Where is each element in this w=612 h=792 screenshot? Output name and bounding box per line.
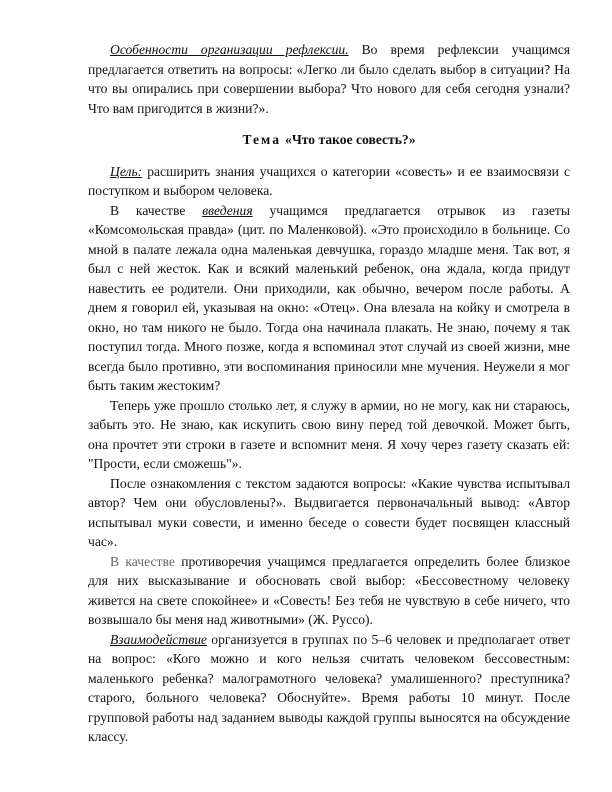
reflection-label: Особенности организации рефлексии. [110, 42, 349, 57]
introduction-lead: В качестве [110, 202, 203, 218]
contradiction-text: противоречия учащимся предлагается определить более близкое для них высказывание и обосновать свой выбор: «Бессовестному человеку живется на свете спокойнее» и «Совесть! Без тебя не чувствую в себе ничего, что возвышало бы меня над животными» (Ж. Руссо). [88, 553, 570, 627]
topic-heading-text: «Что такое совесть?» [285, 132, 416, 147]
goal-paragraph [88, 162, 570, 201]
document-page [88, 40, 570, 747]
introduction-term: введения [202, 202, 253, 218]
contradiction-lead: В качестве [110, 553, 175, 569]
questions-paragraph: После ознакомления с текстом задаются вопросы: «Какие чувства испытывал автор? Чем они обусловлены?». Выдвигается первоначальный вывод: «Автор испытывал муки совести, и именно беседе о совести будет посвящен классный час». [88, 475, 570, 549]
topic-heading [88, 130, 570, 150]
reflection-paragraph [88, 40, 570, 118]
introduction-paragraph [88, 201, 570, 396]
interaction-text: организуется в группах по 5–6 человек и предполагает ответ на вопрос: «Кого можно и кого нельзя считать человеком бессовестным: маленького ребенка? малограмотного человека? умалишенного? преступника? старого, больного человека? Обоснуйте». Время работы 10 минут. После групповой работы над заданием выводы каждой группы выносятся на обсуждение классу. [88, 631, 570, 744]
goal-text: расширить знания учащихся о категории «совесть» и ее взаимосвязи с поступком и выбором человека. [88, 163, 570, 198]
goal-label: Цель: [110, 163, 143, 179]
interaction-paragraph [88, 630, 570, 747]
letter-continuation-paragraph: Теперь уже прошло столько лет, я служу в армии, но не могу, как ни стараюсь, забыть это. Не знаю, как искупить свою вину перед той девочкой. Может быть, она прочтет эти строки в газете и вспомнит меня. Я хочу через газету сказать ей: "Прости, если сможешь"». [88, 397, 570, 471]
interaction-term: Взаимодействие [110, 631, 207, 647]
reflection-text: Во время рефлексии учащимся предлагается ответить на вопросы: «Легко ли было сделать выбор в ситуации? На что вы опирались при совершении выбора? Что нового для себя сегодня узнали? Что вам пригодится в жизни?». [88, 42, 570, 116]
introduction-text: учащимся предлагается отрывок из газеты «Комсомольская правда» (цит. по Маленковой). «Это происходило в больнице. Со мной в палате лежала одна маленькая девчушка, гораздо младше меня. Так вот, я был с ней жесток. Как и всякий маленький ребенок, она ждала, когда придут навестить ее родители. Они приходили, как обычно, вечером после работы. А днем я говорил ей, указывая на окно: «Отец». Она влезала на койку и смотрела в окно, но там никого не было. Тогда она начинала плакать. Не знаю, почему я так поступил тогда. Много позже, когда я вспоминал этот случай из своей жизни, мне всегда было противно, эти воспоминания приносили мне мучения. Неужели я мог быть таким жестоким? [88, 202, 570, 393]
topic-heading-lead: Тема [242, 132, 282, 147]
contradiction-paragraph [88, 552, 570, 630]
